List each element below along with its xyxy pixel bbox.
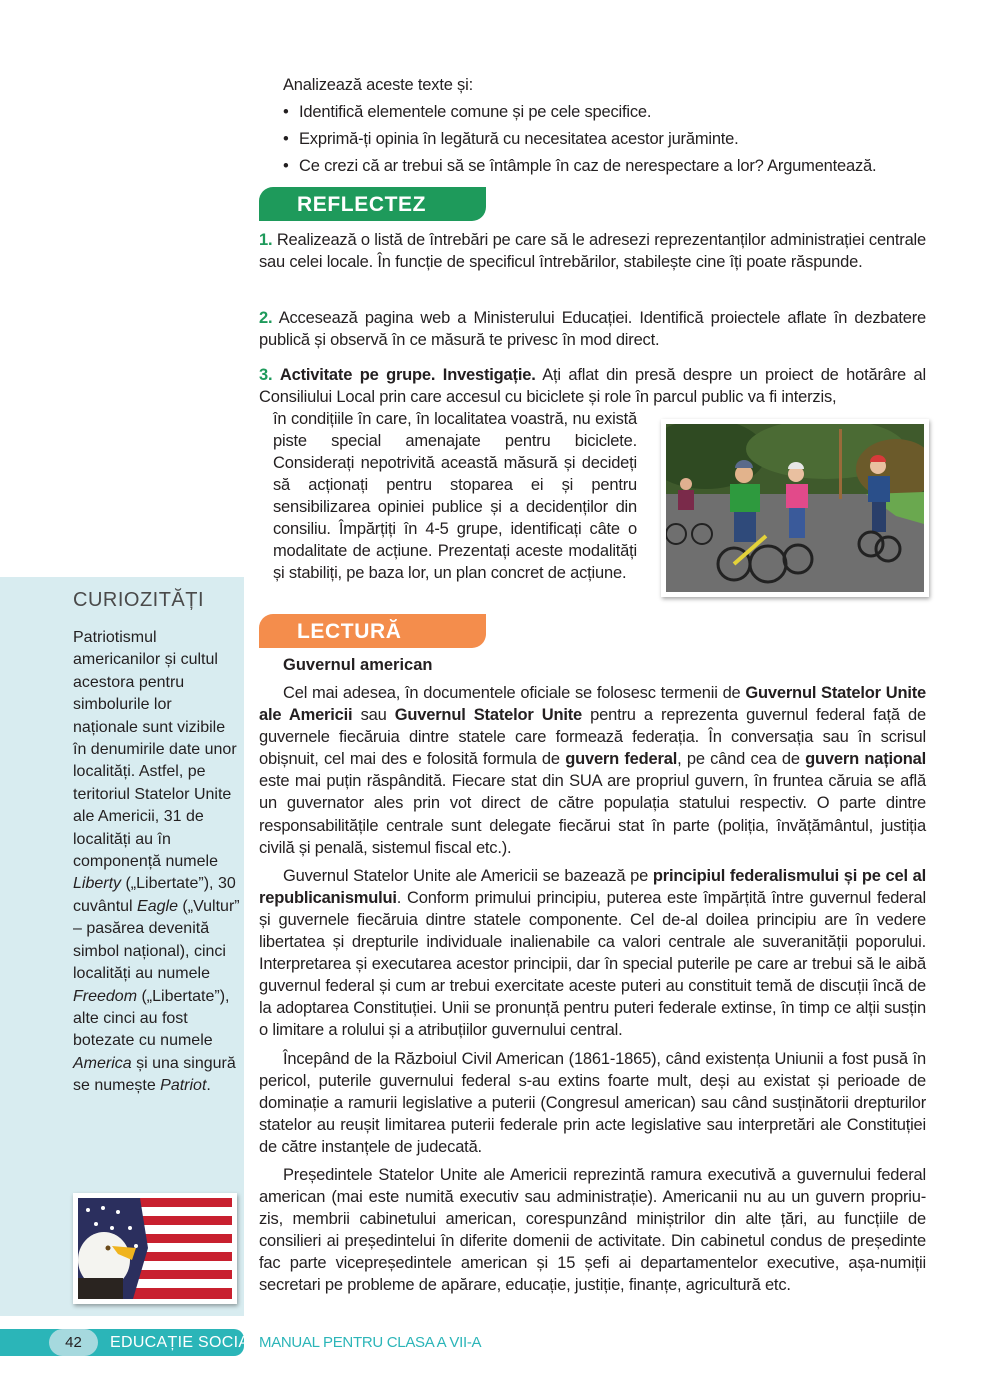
text-run: („Vultur” – pasărea devenită simbol național), cinci localități au numele (73, 897, 240, 983)
intro-lead: Analizează aceste texte și: (283, 76, 473, 94)
task-item-2 (259, 307, 926, 351)
text-run: Cel mai adesea, în documentele oficiale se folosesc termenii de (283, 684, 746, 702)
italic-term: Eagle (137, 897, 178, 915)
text-run: este mai puțin răspândită. Fiecare stat din SUA are propriul guvern, în fruntea căruia se află un guvernator ales prin vot direct de către populația statului respectiv. O parte dintre responsabilitățile centrale sunt delegate fiecărui stat în parte (poliția, învățământul, justiția civilă și penală, sistemul fiscal etc.). (259, 772, 926, 857)
reading-title: Guvernul american (283, 656, 433, 674)
task-text: Realizează o listă de întrebări pe care să le adresezi reprezentanților administrației centrale sau celei locale. În funcție de specificul întrebărilor, stabilește cine îți poate răspunde. (259, 231, 926, 271)
text-run: Guvernul Statelor Unite ale Americii se bazează pe (283, 866, 653, 885)
intro-bullet: • Ce crezi că ar trebui să se întâmple în caz de nerespectare a lor? Argumentează. (283, 153, 963, 180)
bicycle-photo-image (666, 424, 924, 592)
text-run: , pe când cea de (677, 750, 806, 769)
italic-term: Freedom (73, 987, 138, 1005)
bold-term: guvern federal (565, 750, 678, 769)
intro-instructions (283, 72, 963, 180)
page-number: 42 (49, 1329, 98, 1356)
task-text: Accesează pagina web a Ministerului Educației. Identifică proiectele aflate în dezbatere publică și observă în ce măsură te privesc în mod direct. (259, 309, 926, 349)
footer-manual-title: MANUAL PENTRU CLASA A VII-A (259, 1334, 482, 1351)
task-item-1 (259, 229, 926, 273)
italic-term: Liberty (73, 875, 122, 893)
task-item-3 (259, 364, 926, 408)
section-heading-lectura: LECTURĂ (259, 614, 486, 648)
section-heading-reflectez: REFLECTEZ (259, 187, 486, 221)
curiosities-heading: CURIOZITĂȚI (73, 589, 205, 611)
reading-paragraph: Începând de la Războiul Civil American (1861-1865), când existența Uniunii a fost pusă în pericol, puterile guvernului federal s-au extins foarte mult, deși au existat și perioade de dominație a ramurii legislative a puterii (Congresul american) sau când susținătorii drepturilor statelor au reușit limitarea puterii federale prin acte legislative sau interpretări ale Constituției de către instanțele de judecată. (259, 1049, 926, 1156)
reading-paragraph: Președintele Statelor Unite ale Americii reprezintă ramura executivă a guvernului federal american (mai este numită executiv sau administrație). Americanii nu au un guvern propriu-zis, membrii cabinetului american, corespunzând miniștrilor din alte țări, au funcțiile de consilieri ai președintelui în diferite domenii de activitate. Din cabinetul condus de președinte fac parte vicepreședintele american și 15 șefi ai departamentelor executive, așa-numiții secretari pe probleme de apărare, educație, justiție, finanțe, agricultură etc. (259, 1165, 926, 1295)
reading-body (259, 682, 926, 1303)
text-run: („Libertate”), alte cinci au fost botezate cu numele (73, 987, 230, 1050)
intro-bullet: • Identifică elementele comune și pe cele specifice. (283, 99, 963, 126)
text-run: sau (352, 706, 395, 725)
italic-term: America (73, 1054, 132, 1072)
footer-subject: EDUCAȚIE SOCIALĂ (110, 1334, 270, 1351)
text-run: . Conform primului principiu, puterea este împărțită între guvernul federal și guvernele fiecăruia dintre statele componente. Cel de-al doilea principiu are în vedere libertatea și drepturile individuale inalienabile ca valori centrale ale suveranității poporului. Interpretarea și executarea acestor principii, dar în special puterile pe care ar trebui să le aibă guvernul federal și cum ar trebui exercitate aceste puteri au constituit temă de discuții încă de la adoptarea Constituției. Unii se pronunță pentru puteri federale extinse, în timp ce alții susțin o limitare a rolului și a atribuțiilor guvernului central. (259, 888, 926, 1040)
text-run: și una singură se numește (73, 1054, 236, 1095)
bold-term: Guvernul Statelor Unite (394, 706, 582, 725)
task-number: 1. (259, 231, 273, 249)
reading-paragraph (259, 682, 926, 859)
italic-term: Patriot (160, 1077, 207, 1095)
curiosities-text (73, 627, 241, 1098)
eagle-flag-image (78, 1198, 232, 1299)
task-text: Ați aflat din presă despre un proiect de hotărâre al Consiliului Local prin care accesul cu biciclete și role în parcul public va fi interzis, (259, 366, 926, 406)
bold-term: principiul federalismului și pe cel al republicanismului (259, 866, 927, 907)
text-run: („Libertate”), 30 cuvântul (73, 875, 236, 915)
text-run: pentru a reprezenta guvernul federal față de guvernele fiecăruia dintre statele care formează federația. În conversația sau în scrisul obișnuit, cel mai des e folosită formula de (259, 706, 927, 769)
task-number: 2. (259, 309, 273, 327)
task-number: 3. (259, 366, 273, 384)
task-text-continued: în condițiile în care, în localitatea voastră, nu există piste special amenajate pentru biciclete. Considerați nepotrivită această măsură și decideți să acționați pentru stoparea ei și pentru sensibilizarea opiniei publice și a decidenților din consiliu. Împărțiți în 4-5 grupe, identificați câte o modalitate de acțiune. Prezentați aceste modalități și stabiliți, pe baza lor, un plan concret de acțiune. (273, 410, 637, 582)
reading-paragraph (259, 865, 926, 1042)
bold-term: guvern național (805, 750, 926, 769)
intro-bullet-list (283, 99, 963, 180)
text-run: Patriotismul americanilor și cultul acestora pentru simbolurile lor naționale sunt vizibile în denumirile date unor localități. Astfel, pe teritoriul Statelor Unite ale Americii, 31 de localități au în componență numele (73, 629, 237, 871)
task-bold-lead: Activitate pe grupe. Investigație. (279, 366, 536, 384)
children-bicycles-photo (661, 419, 929, 597)
intro-bullet: • Exprimă-ți opinia în legătură cu necesitatea acestor jurăminte. (283, 126, 963, 153)
eagle-flag-photo (73, 1193, 237, 1304)
text-run: . (206, 1077, 211, 1095)
bold-term: Guvernul Statelor Unite ale Americii (259, 684, 926, 725)
